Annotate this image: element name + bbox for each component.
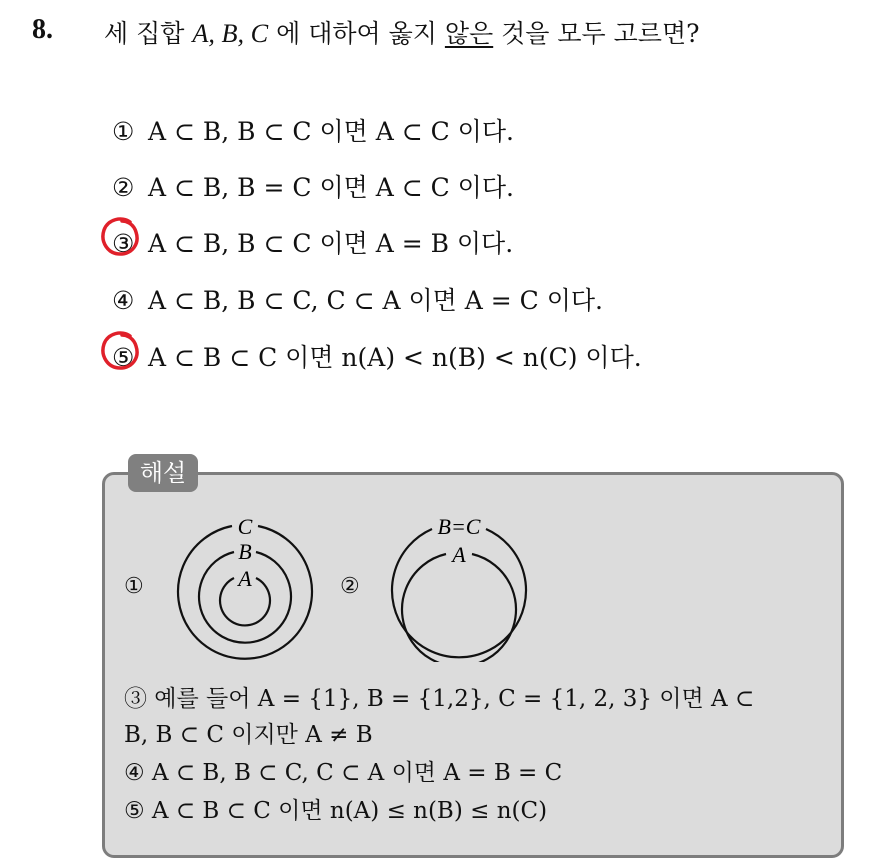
explanation-label: 해설 — [128, 454, 198, 492]
option-2-number: ② — [112, 173, 135, 202]
option-4-number: ④ — [112, 286, 135, 315]
option-2-text: A ⊂ B, B = C 이면 A ⊂ C 이다. — [148, 173, 514, 202]
explanation-line-3b: B, B ⊂ C 이지만 A ≠ B — [124, 722, 373, 748]
diagram-2-number: ② — [340, 574, 360, 599]
option-3-number: ③ — [112, 229, 135, 258]
question-text — [104, 14, 700, 50]
explanation-line-3a: ③ 예를 들어 A = {1}, B = {1,2}, C = {1, 2, 3} 이면 A ⊂ — [124, 686, 755, 712]
option-5-text: A ⊂ B ⊂ C 이면 n(A) < n(B) < n(C) 이다. — [148, 343, 642, 372]
option-4[interactable] — [112, 281, 603, 317]
option-4-text: A ⊂ B, B ⊂ C, C ⊂ A 이면 A = C 이다. — [148, 286, 603, 315]
diagram-1-label-c: C — [237, 514, 253, 539]
answer-circle-mark-5 — [100, 330, 142, 372]
question-underlined-word: 않은 — [444, 19, 494, 48]
diagram-1-label-a: A — [238, 566, 252, 591]
question-sets: A, B, C — [192, 19, 269, 48]
diagram-1-label-b: B — [238, 539, 252, 564]
option-5-number: ⑤ — [112, 343, 135, 372]
diagram-1-nested-sets — [172, 512, 318, 662]
diagram-2-nested-sets — [386, 512, 532, 662]
option-1-number: ① — [112, 117, 135, 146]
option-3[interactable] — [112, 224, 513, 260]
explanation-line-5: ⑤ A ⊂ B ⊂ C 이면 n(A) ≤ n(B) ≤ n(C) — [124, 798, 548, 824]
question-text-before: 세 집합 — [104, 19, 193, 48]
diagram-2-label-a: A — [452, 542, 466, 567]
question-number: 8. — [32, 14, 53, 45]
answer-circle-mark-3 — [100, 216, 142, 258]
question-text-mid: 에 대하여 옳지 — [268, 19, 445, 48]
diagram-2-label-bc: B=C — [437, 514, 481, 539]
option-1-text: A ⊂ B, B ⊂ C 이면 A ⊂ C 이다. — [148, 117, 514, 146]
option-1[interactable] — [112, 112, 514, 148]
explanation-line-4: ④ A ⊂ B, B ⊂ C, C ⊂ A 이면 A = B = C — [124, 760, 563, 786]
question-text-after: 것을 모두 고르면? — [493, 19, 700, 48]
option-2[interactable] — [112, 168, 514, 204]
diagram-1-number: ① — [124, 574, 144, 599]
option-5[interactable] — [112, 338, 642, 374]
option-3-text: A ⊂ B, B ⊂ C 이면 A = B 이다. — [148, 229, 514, 258]
